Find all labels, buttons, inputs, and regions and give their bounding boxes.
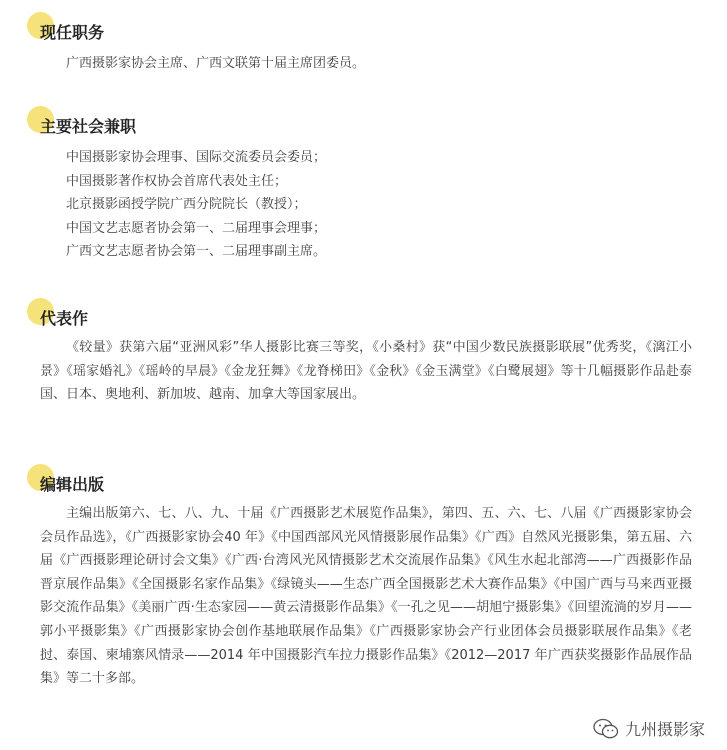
list-item: 中国摄影著作权协会首席代表处主任； (66, 173, 288, 189)
section-social-positions (0, 106, 727, 266)
section-title: 现任职务 (40, 23, 105, 42)
section-title: 编辑出版 (40, 475, 105, 494)
watermark-text: 九州摄影家 (624, 720, 705, 739)
list-item: 广西摄影家协会主席、广西文联第十届主席团委员。 (66, 56, 366, 71)
watermark (593, 717, 705, 740)
section-representative-works (0, 298, 727, 438)
section-title: 代表作 (40, 309, 89, 328)
section-current-positions (0, 12, 727, 72)
section-paragraph: 《较量》获第六届“亚洲风彩”华人摄影比赛三等奖，《小桑村》获“中国少数民族摄影联展”优秀奖，《漓江小景》《瑶家婚礼》《瑶岭的早晨》《金龙狂舞》《龙脊梯田》《金秋》《金玉满堂》《白鹭展翅》等十几幅摄影作品赴泰国、日本、奥地利、新加坡、越南、加拿大等国家展出。 (40, 340, 692, 403)
list-item: 中国摄影家协会理事、国际交流委员会委员； (66, 150, 327, 165)
list-item: 中国文艺志愿者协会第一、二届理事会理事； (66, 220, 327, 236)
wechat-icon (593, 718, 619, 740)
list-item: 北京摄影函授学院广西分院院长（教授）； (66, 197, 307, 212)
section-paragraph: 主编出版第六、七、八、九、十届《广西摄影艺术展览作品集》，第四、五、六、七、八届《广西摄影家协会会员作品选》，《广西摄影家协会40 年》《中国西部风光风情摄影展作品集》《广西》自然风光摄影集，第五届、六届《广西摄影理论研讨会文集》《广西·台湾风光风情摄影艺术交流展作品集》《风生水起北部湾——广西摄影作品晋京展作品集》《全国摄影名家作品集》《绿镜头——生态广西全国摄影艺术大赛作品集》《中国广西与马来西亚摄影交流作品集》《美丽广西·生态家园——黄云清摄影作品集》《一孔之见——胡旭宁摄影集》《回望流淌的岁月——郭小平摄影集》《广西摄影家协会创作基地联展作品集》《广西摄影家协会产行业团体会员摄影联展作品集》《老挝、泰国、柬埔寨风情录——2014 年中国摄影汽车拉力摄影作品集》《2012—2017 年广西获奖摄影作品展作品集》等二十多部。 (40, 506, 692, 687)
section-publications (0, 464, 727, 724)
list-item: 广西文艺志愿者协会第一、二届理事副主席。 (66, 244, 327, 259)
section-title: 主要社会兼职 (40, 117, 137, 136)
